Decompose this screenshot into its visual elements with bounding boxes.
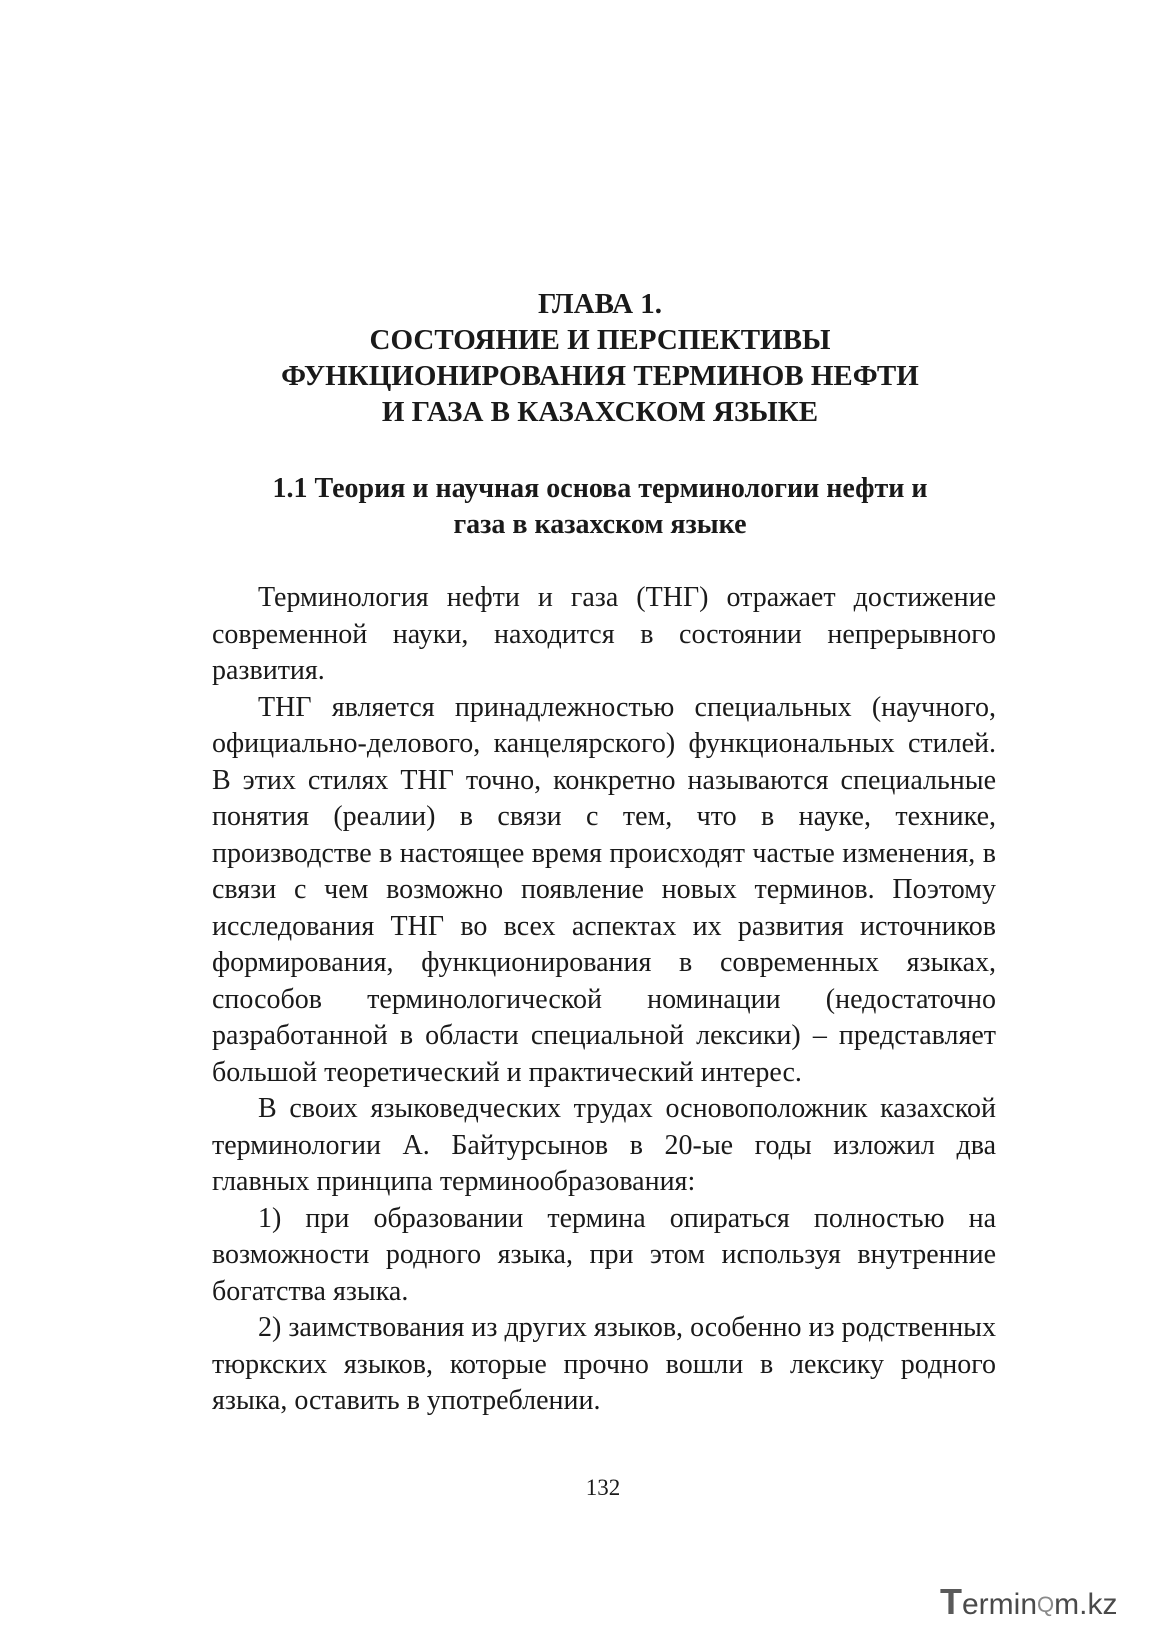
termincom-logo [940,1581,1150,1623]
paragraph: ТНГ является принадлежностью специальных (научного, официально-делового, канцелярского) функциональных стилей. В этих стилях ТНГ точно, конкретно называются специальные понятия (реалии) в связи с тем, что в науке, технике, производстве в настоящее время происходят частые изменения, в связи с чем возможно появление новых терминов. Поэтому исследования ТНГ во всех аспектах их развития источников формирования, функционирования в современных языках, способов терминологической номинации (недостаточно разработанной в области специальной лексики) – представляет большой теоретический и практический интерес. [212,691,996,1088]
section-heading-line: газа в казахском языке [453,509,747,540]
chapter-heading-line: И ГАЗА В КАЗАХСКОМ ЯЗЫКЕ [381,396,819,428]
magnifier-icon: Q [1037,1592,1055,1617]
chapter-heading-line: ГЛАВА 1. [537,288,663,320]
chapter-heading-line: СОСТОЯНИЕ И ПЕРСПЕКТИВЫ [369,324,831,356]
paragraph: 2) заимствования из других языков, особенно из родственных тюркских языков, которые прочно вошли в лексику родного языка, оставить в употреблении. [212,1312,996,1416]
paragraph: В своих языковедческих трудах основоположник казахской терминологии А. Байтурсынов в 20-ые годы изложил два главных принципа терминообразования: [212,1093,996,1197]
paragraph: Терминология нефти и газа (ТНГ) отражает достижение современной науки, находится в состоянии непрерывного развития. [212,582,996,686]
logo-letter-t: T [940,1581,962,1622]
chapter-heading-line: ФУНКЦИОНИРОВАНИЯ ТЕРМИНОВ НЕФТИ [281,360,919,392]
logo-text-part: ermin [962,1588,1038,1621]
section-heading-line: 1.1 Теория и научная основа терминологии нефти и [272,473,928,504]
logo-text-part: m.kz [1054,1588,1118,1621]
paragraph: 1) при образовании термина опираться полностью на возможности родного языка, при этом используя внутренние богатства языка. [212,1202,996,1307]
page-number: 132 [585,1475,621,1500]
body-text [212,580,996,1420]
chapter-heading [200,286,1000,430]
section-heading [200,471,1000,543]
